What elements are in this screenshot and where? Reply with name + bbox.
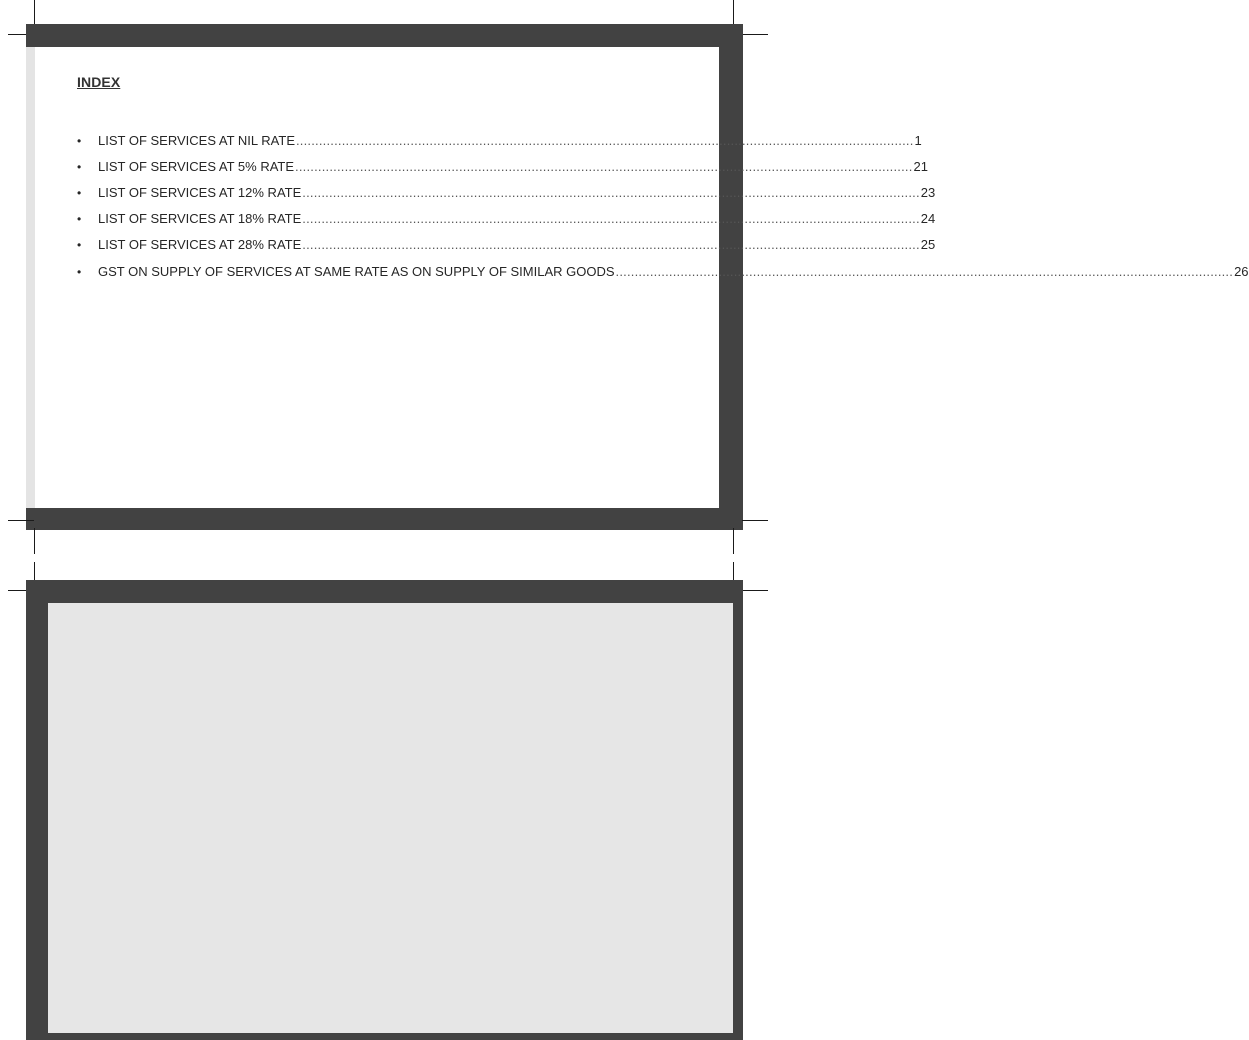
- bullet-icon: •: [77, 265, 82, 279]
- toc-entry-label: LIST OF SERVICES AT NIL RATE: [98, 133, 295, 148]
- crop-mark: [742, 34, 768, 35]
- toc-entry-label: GST ON SUPPLY OF SERVICES AT SAME RATE AS ON SUPPLY OF SIMILAR GOODS: [98, 264, 615, 279]
- toc-entry-page: 1: [914, 133, 922, 148]
- page-1-gutter: [26, 47, 35, 508]
- dot-leader: ..................................................................................................................................................................: [302, 211, 920, 226]
- table-of-contents: [77, 133, 1249, 290]
- toc-entry-page: 24: [920, 211, 936, 226]
- toc-entry[interactable]: [77, 159, 929, 185]
- bullet-icon: •: [77, 238, 82, 252]
- bullet-icon: •: [77, 134, 82, 148]
- dot-leader: ..................................................................................................................................................................: [296, 133, 914, 148]
- toc-entry-page: 26: [1234, 264, 1249, 279]
- crop-mark: [733, 0, 734, 26]
- dot-leader: ..................................................................................................................................................................: [302, 237, 920, 252]
- crop-mark: [8, 520, 34, 521]
- crop-mark: [34, 528, 35, 554]
- crop-mark: [34, 0, 35, 26]
- page-1: [35, 47, 1249, 508]
- crop-mark: [742, 590, 768, 591]
- toc-entry[interactable]: [77, 185, 936, 211]
- page-2: [48, 603, 733, 1033]
- toc-entry[interactable]: [77, 237, 936, 263]
- dot-leader: ..................................................................................................................................................................: [615, 264, 1234, 279]
- toc-entry-page: 25: [920, 237, 936, 252]
- toc-entry-label: LIST OF SERVICES AT 12% RATE: [98, 185, 302, 200]
- bullet-icon: •: [77, 160, 82, 174]
- toc-entry-page: 21: [913, 159, 929, 174]
- dot-leader: ..................................................................................................................................................................: [302, 185, 920, 200]
- toc-entry-page: 23: [920, 185, 936, 200]
- index-heading: INDEX: [77, 74, 121, 90]
- bullet-icon: •: [77, 186, 82, 200]
- toc-entry[interactable]: [77, 211, 936, 237]
- dot-leader: ..................................................................................................................................................................: [295, 159, 913, 174]
- toc-entry-label: LIST OF SERVICES AT 5% RATE: [98, 159, 295, 174]
- bullet-icon: •: [77, 212, 82, 226]
- crop-mark: [733, 528, 734, 554]
- toc-entry-label: LIST OF SERVICES AT 18% RATE: [98, 211, 302, 226]
- toc-entry[interactable]: [77, 133, 922, 159]
- crop-mark: [742, 520, 768, 521]
- toc-entry[interactable]: [77, 264, 1249, 290]
- toc-entry-label: LIST OF SERVICES AT 28% RATE: [98, 237, 302, 252]
